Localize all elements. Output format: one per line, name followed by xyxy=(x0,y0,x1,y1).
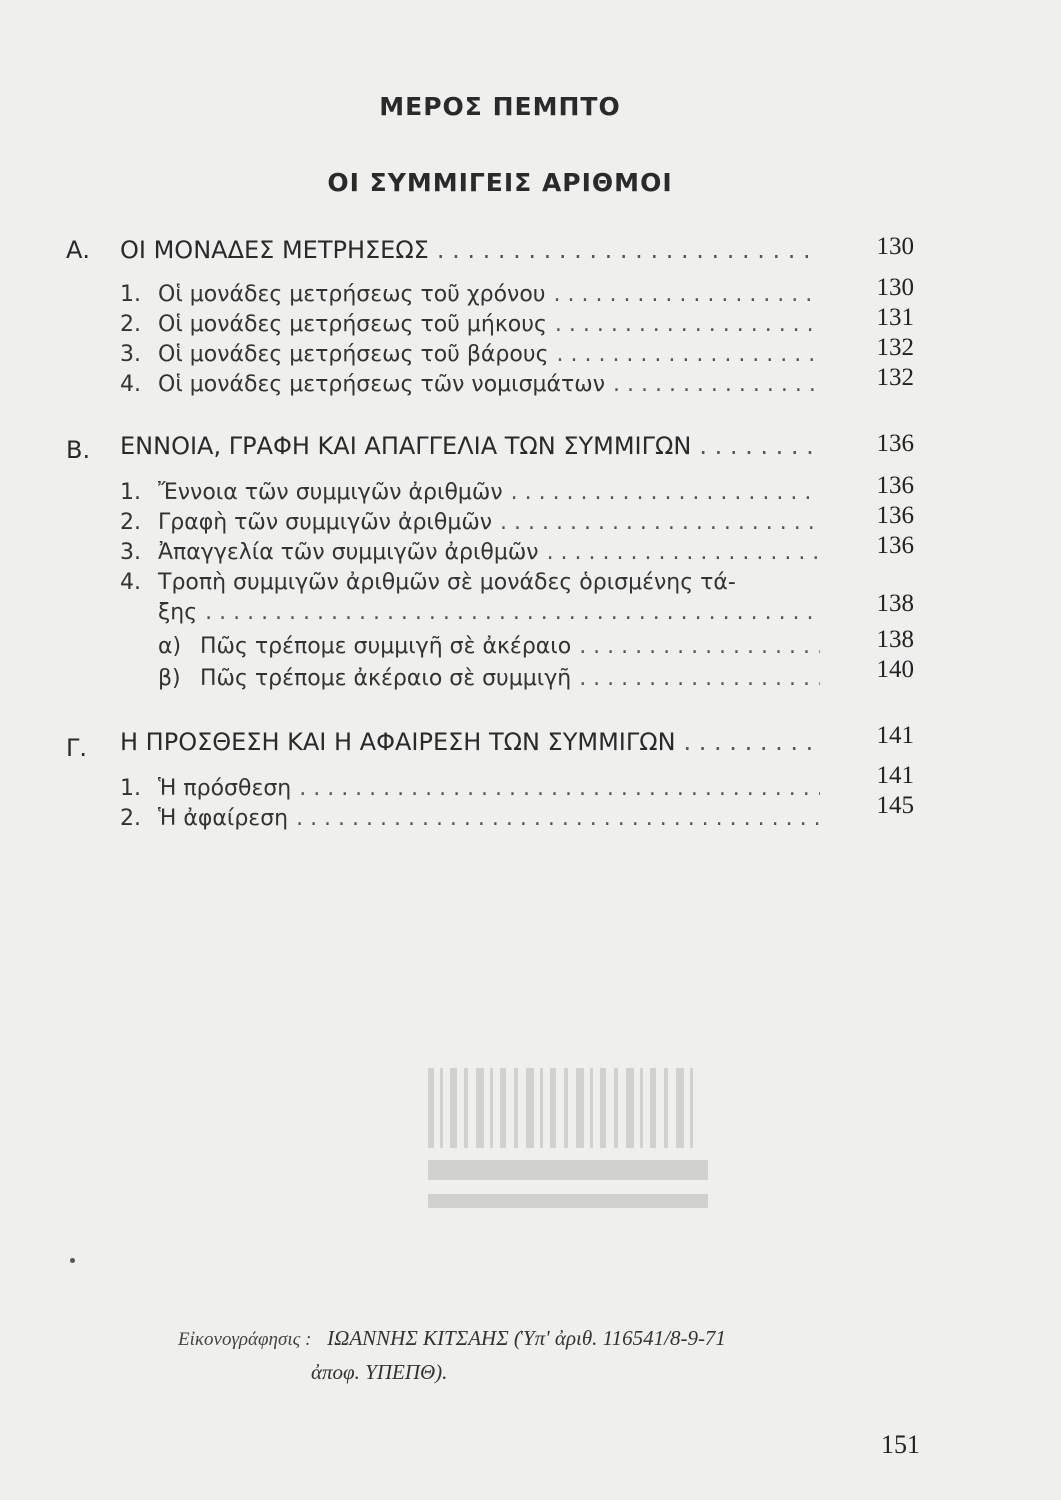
illustration-credit xyxy=(178,1322,898,1388)
toc-item-continuation xyxy=(158,600,820,625)
dot-leader xyxy=(500,510,820,535)
item-page-number: 132 xyxy=(876,334,914,361)
item-number: 2. xyxy=(120,510,141,535)
toc-item xyxy=(120,776,820,801)
item-page-number: 132 xyxy=(876,364,914,391)
toc-item xyxy=(120,372,820,397)
credit-label: Εἰκονογράφησις : xyxy=(178,1329,312,1350)
credit-line-1 xyxy=(178,1322,898,1356)
item-text: Ἡ πρόσθεση xyxy=(158,776,292,801)
dot-leader xyxy=(205,600,820,625)
item-page-number: 138 xyxy=(876,626,914,653)
section-letter: Γ. xyxy=(66,734,87,762)
section-letter: Β. xyxy=(66,436,91,464)
section-letter: Α. xyxy=(66,236,91,264)
subitem-label: β) xyxy=(158,666,181,691)
dot-leader xyxy=(299,776,820,801)
dot-leader xyxy=(296,806,820,831)
main-title: ΟΙ ΣΥΜΜΙΓΕΙΣ ΑΡΙΘΜΟΙ xyxy=(327,168,673,197)
toc-section-entry xyxy=(120,432,820,460)
item-page-number: 131 xyxy=(876,304,914,331)
page-number: 151 xyxy=(881,1430,920,1459)
toc-subitem xyxy=(158,634,820,659)
item-page-number: 138 xyxy=(876,590,914,617)
item-text-line1: Τροπὴ συμμιγῶν ἀριθμῶν σὲ μονάδες ὁρισμένης τά- xyxy=(158,570,736,595)
item-page-number: 141 xyxy=(876,762,914,789)
item-text: Οἱ μονάδες μετρήσεως τοῦ μήκους xyxy=(158,312,547,337)
section-title: ΟΙ ΜΟΝΑΔΕΣ ΜΕΤΡΗΣΕΩΣ xyxy=(120,236,429,264)
item-page-number: 136 xyxy=(876,472,914,499)
section-page-number: 136 xyxy=(876,430,914,457)
toc-item xyxy=(120,282,820,307)
item-number: 1. xyxy=(120,282,141,307)
item-text: Ἀπαγγελία τῶν συμμιγῶν ἀριθμῶν xyxy=(158,540,539,565)
toc-item xyxy=(120,540,820,565)
toc-item xyxy=(120,806,820,831)
dot-leader xyxy=(554,282,820,307)
item-text-line2: ξης xyxy=(158,600,198,625)
dot-leader xyxy=(579,666,820,691)
item-page-number: 130 xyxy=(876,274,914,301)
item-page-number: 136 xyxy=(876,502,914,529)
item-text: Ἔννοια τῶν συμμιγῶν ἀριθμῶν xyxy=(158,480,503,505)
section-title: Η ΠΡΟΣΘΕΣΗ ΚΑΙ Η ΑΦΑΙΡΕΣΗ ΤΩΝ ΣΥΜΜΙΓΩΝ xyxy=(120,728,676,756)
section-page-number: 141 xyxy=(876,722,914,749)
library-stamp-artifact xyxy=(428,1068,708,1218)
item-text: Πῶς τρέπομε ἀκέραιο σὲ συμμιγῆ xyxy=(200,666,572,691)
item-text: Ἡ ἀφαίρεση xyxy=(158,806,289,831)
section-page-number: 130 xyxy=(876,233,914,260)
dot-leader xyxy=(557,342,821,367)
item-text: Οἱ μονάδες μετρήσεως τοῦ χρόνου xyxy=(158,282,546,307)
credit-line-2: ἀποφ. ΥΠΕΠΘ). xyxy=(311,1360,448,1384)
dot-leader xyxy=(699,432,820,460)
credit-name: ΙΩΑΝΝΗΣ ΚΙΤΣΑΗΣ (Ὑπ' ἀριθ. 116541/8-9-71 xyxy=(327,1326,726,1350)
item-page-number: 140 xyxy=(876,656,914,683)
item-number: 1. xyxy=(120,480,141,505)
dot-leader xyxy=(511,480,820,505)
ink-speck xyxy=(70,1258,75,1263)
item-number: 1. xyxy=(120,776,141,801)
item-page-number: 136 xyxy=(876,532,914,559)
dot-leader xyxy=(684,728,820,756)
item-text: Γραφὴ τῶν συμμιγῶν ἀριθμῶν xyxy=(158,510,493,535)
dot-leader xyxy=(613,372,820,397)
item-number: 2. xyxy=(120,806,141,831)
toc-item xyxy=(120,510,820,535)
toc-section-entry xyxy=(120,236,820,264)
part-title: ΜΕΡΟΣ ΠΕΜΠΤΟ xyxy=(379,92,621,121)
toc-subitem xyxy=(158,666,820,691)
item-number: 3. xyxy=(120,540,141,565)
dot-leader xyxy=(579,634,820,659)
toc-item xyxy=(120,312,820,337)
item-number: 2. xyxy=(120,312,141,337)
item-text: Πῶς τρέπομε συμμιγῆ σὲ ἀκέραιο xyxy=(200,634,572,659)
toc-item-wrapped xyxy=(120,570,840,595)
item-number: 3. xyxy=(120,342,141,367)
toc-item xyxy=(120,480,820,505)
item-number: 4. xyxy=(120,372,141,397)
toc-item xyxy=(120,342,820,367)
section-title: ΕΝΝΟΙΑ, ΓΡΑΦΗ ΚΑΙ ΑΠΑΓΓΕΛΙΑ ΤΩΝ ΣΥΜΜΙΓΩΝ xyxy=(120,432,692,460)
item-text: Οἱ μονάδες μετρήσεως τῶν νομισμάτων xyxy=(158,372,606,397)
dot-leader xyxy=(437,236,820,264)
dot-leader xyxy=(547,540,820,565)
dot-leader xyxy=(555,312,820,337)
toc-section-entry xyxy=(120,728,820,756)
item-number: 4. xyxy=(120,570,141,595)
item-page-number: 145 xyxy=(876,792,914,819)
item-text: Οἱ μονάδες μετρήσεως τοῦ βάρους xyxy=(158,342,549,367)
subitem-label: α) xyxy=(158,634,182,659)
